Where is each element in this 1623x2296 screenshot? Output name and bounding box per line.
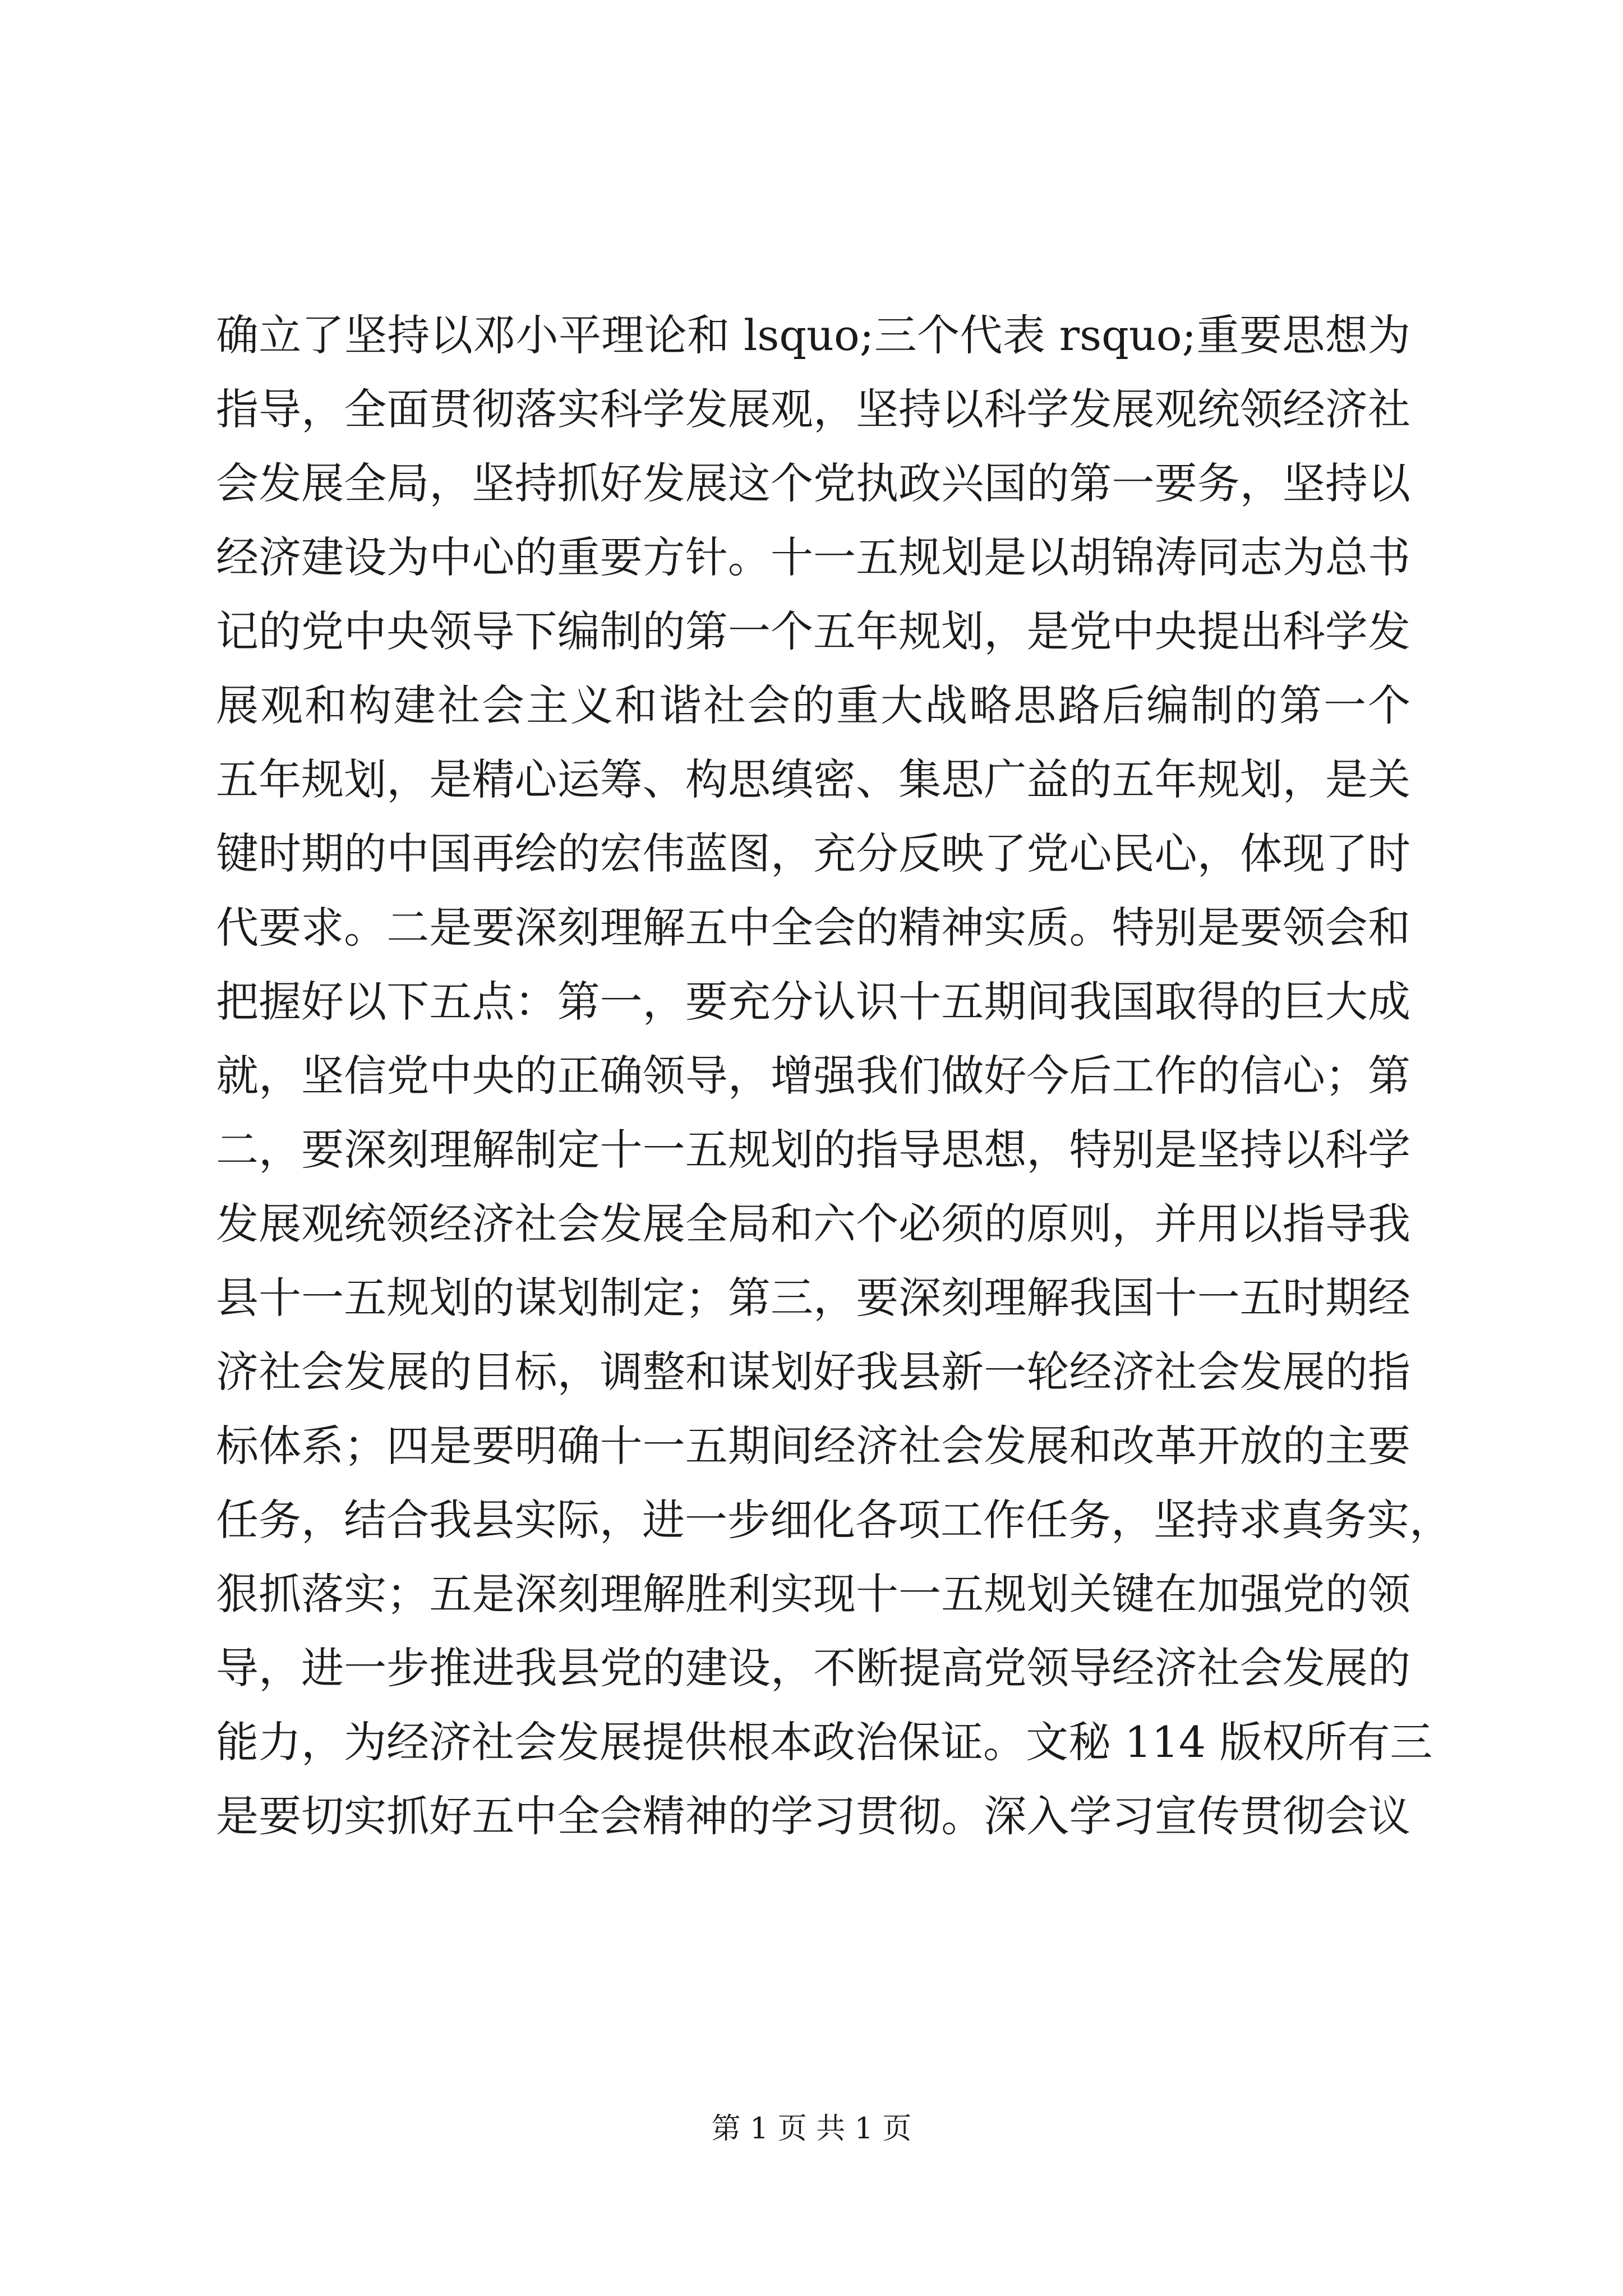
text-line: 任务，结合我县实际，进一步细化各项工作任务，坚持求真务实， — [216, 1495, 1452, 1545]
text-line: 二，要深刻理解制定十一五规划的指导思想，特别是坚持以科学 — [216, 1125, 1410, 1175]
text-line: 是要切实抓好五中全会精神的学习贯彻。深入学习宣传贯彻会议 — [216, 1791, 1410, 1841]
text-line: 标体系；四是要明确十一五期间经济社会发展和改革开放的主要 — [216, 1421, 1410, 1471]
text-line: 代要求。二是要深刻理解五中全会的精神实质。特别是要领会和 — [216, 903, 1410, 953]
text-line: 指导，全面贯彻落实科学发展观，坚持以科学发展观统领经济社 — [216, 384, 1410, 434]
text-line: 就，坚信党中央的正确领导，增强我们做好今后工作的信心；第 — [216, 1051, 1410, 1101]
text-line: 五年规划，是精心运筹、构思缜密、集思广益的五年规划，是关 — [216, 754, 1410, 804]
text-line: 会发展全局，坚持抓好发展这个党执政兴国的第一要务，坚持以 — [216, 458, 1410, 508]
text-line: 县十一五规划的谋划制定；第三，要深刻理解我国十一五时期经 — [216, 1273, 1410, 1323]
text-line: 经济建设为中心的重要方针。十一五规划是以胡锦涛同志为总书 — [216, 532, 1410, 582]
text-line: 济社会发展的目标，调整和谋划好我县新一轮经济社会发展的指 — [216, 1347, 1410, 1397]
text-line: 狠抓落实；五是深刻理解胜利实现十一五规划关键在加强党的领 — [216, 1569, 1410, 1619]
text-line: 展观和构建社会主义和谐社会的重大战略思路后编制的第一个 — [216, 680, 1410, 730]
text-line: 确立了坚持以邓小平理论和 lsquo;三个代表 rsquo;重要思想为 — [216, 310, 1410, 360]
text-line: 导，进一步推进我县党的建设，不断提高党领导经济社会发展的 — [216, 1643, 1410, 1693]
text-line: 发展观统领经济社会发展全局和六个必须的原则，并用以指导我 — [216, 1199, 1410, 1249]
body-text — [216, 298, 1452, 1853]
page-footer: 第 1 页 共 1 页 — [711, 2112, 912, 2146]
text-line: 能力，为经济社会发展提供根本政治保证。文秘 114 版权所有三 — [216, 1717, 1433, 1767]
text-line: 键时期的中国再绘的宏伟蓝图，充分反映了党心民心，体现了时 — [216, 829, 1410, 878]
text-line: 把握好以下五点：第一，要充分认识十五期间我国取得的巨大成 — [216, 977, 1410, 1027]
text-line: 记的党中央领导下编制的第一个五年规划，是党中央提出科学发 — [216, 606, 1410, 656]
